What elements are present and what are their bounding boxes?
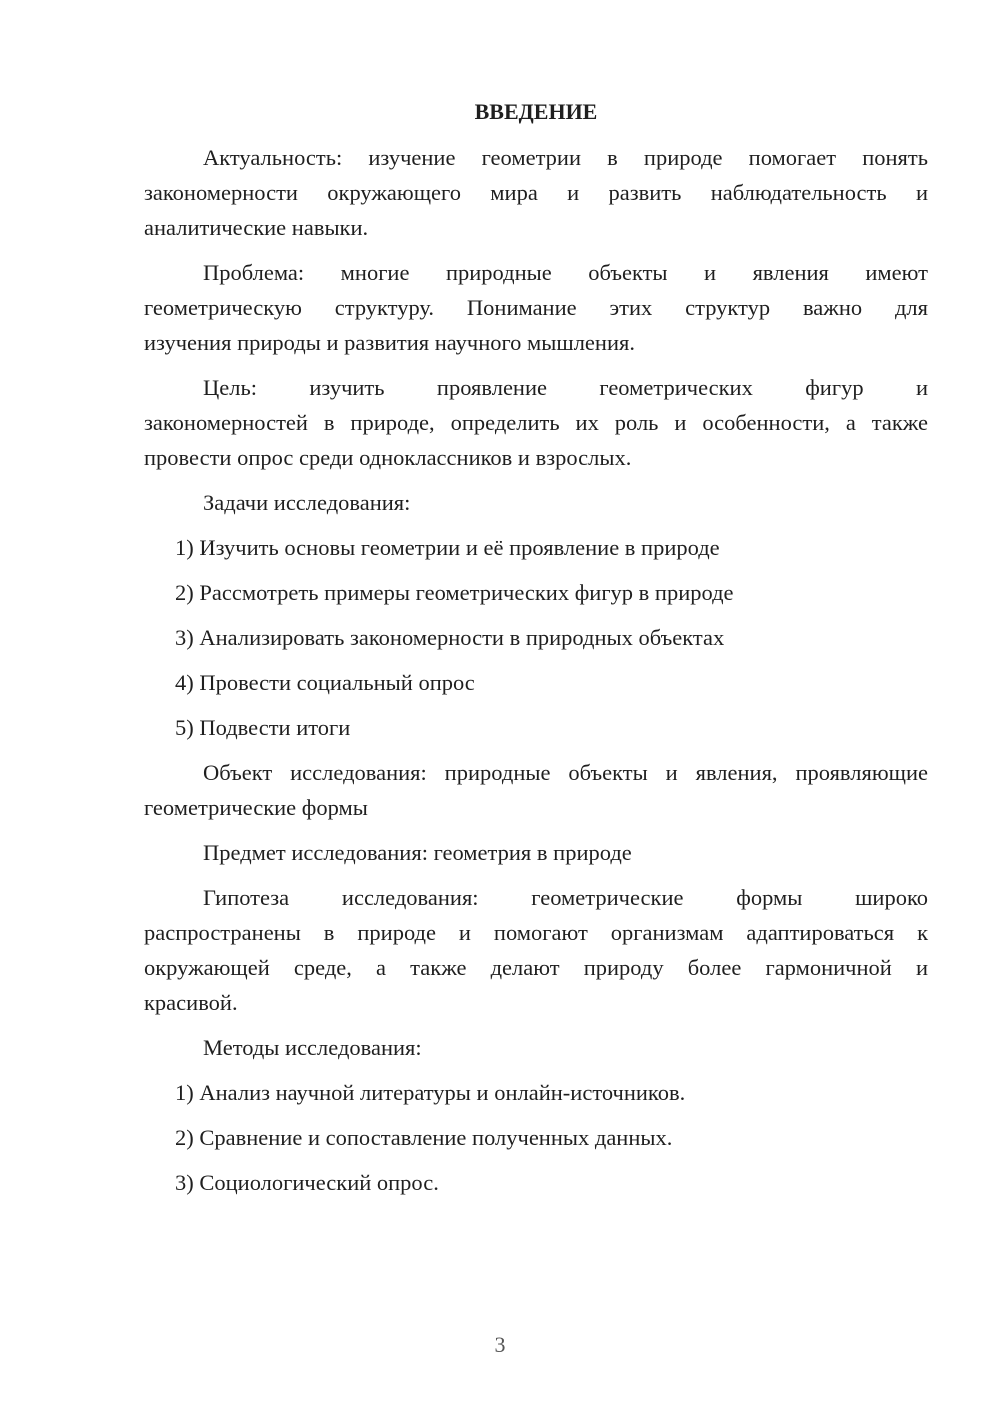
list-item: 3) Социологический опрос.: [175, 1170, 439, 1195]
object-paragraph: [144, 755, 928, 825]
relevance-line-3: аналитические навыки.: [144, 215, 369, 240]
object-line-1: Объект исследования: природные объекты и явления, проявляющие: [203, 760, 928, 785]
list-item: 4) Провести социальный опрос: [175, 670, 475, 695]
goal-line-1: Цель: изучить проявление геометрических фигур и: [203, 375, 928, 400]
goal-line-2: закономерностей в природе, определить их роль и особенности, а также: [144, 410, 928, 435]
hypothesis-paragraph: [144, 880, 928, 1020]
hypothesis-line-2: распространены в природе и помогают организмам адаптироваться к: [144, 920, 928, 945]
tasks-list: [144, 530, 928, 745]
methods-heading: Методы исследования:: [203, 1035, 422, 1060]
list-item: 1) Изучить основы геометрии и её проявление в природе: [175, 535, 720, 560]
relevance-line-2: закономерности окружающего мира и развить наблюдательность и: [144, 180, 928, 205]
goal-paragraph: [144, 370, 928, 475]
page-content: [144, 94, 928, 1210]
hypothesis-line-1: Гипотеза исследования: геометрические формы широко: [203, 885, 928, 910]
subject-paragraph: Предмет исследования: геометрия в природе: [203, 840, 632, 865]
section-title: ВВЕДЕНИЕ: [474, 99, 598, 124]
problem-line-2: геометрическую структуру. Понимание этих структур важно для: [144, 295, 928, 320]
relevance-paragraph: [144, 140, 928, 245]
problem-line-3: изучения природы и развития научного мышления.: [144, 330, 635, 355]
hypothesis-line-3: окружающей среде, а также делают природу более гармоничной и: [144, 955, 928, 980]
methods-list: [144, 1075, 928, 1200]
list-item: 1) Анализ научной литературы и онлайн-источников.: [175, 1080, 686, 1105]
list-item: 2) Рассмотреть примеры геометрических фигур в природе: [175, 580, 734, 605]
hypothesis-line-4: красивой.: [144, 990, 238, 1015]
goal-line-3: провести опрос среди одноклассников и взрослых.: [144, 445, 632, 470]
relevance-line-1: Актуальность: изучение геометрии в природе помогает понять: [203, 145, 928, 170]
problem-line-1: Проблема: многие природные объекты и явления имеют: [203, 260, 928, 285]
list-item: 5) Подвести итоги: [175, 715, 351, 740]
list-item: 3) Анализировать закономерности в природных объектах: [175, 625, 725, 650]
tasks-heading: Задачи исследования:: [203, 490, 411, 515]
object-line-2: геометрические формы: [144, 795, 368, 820]
list-item: 2) Сравнение и сопоставление полученных данных.: [175, 1125, 673, 1150]
page-number: 3: [494, 1332, 506, 1357]
problem-paragraph: [144, 255, 928, 360]
